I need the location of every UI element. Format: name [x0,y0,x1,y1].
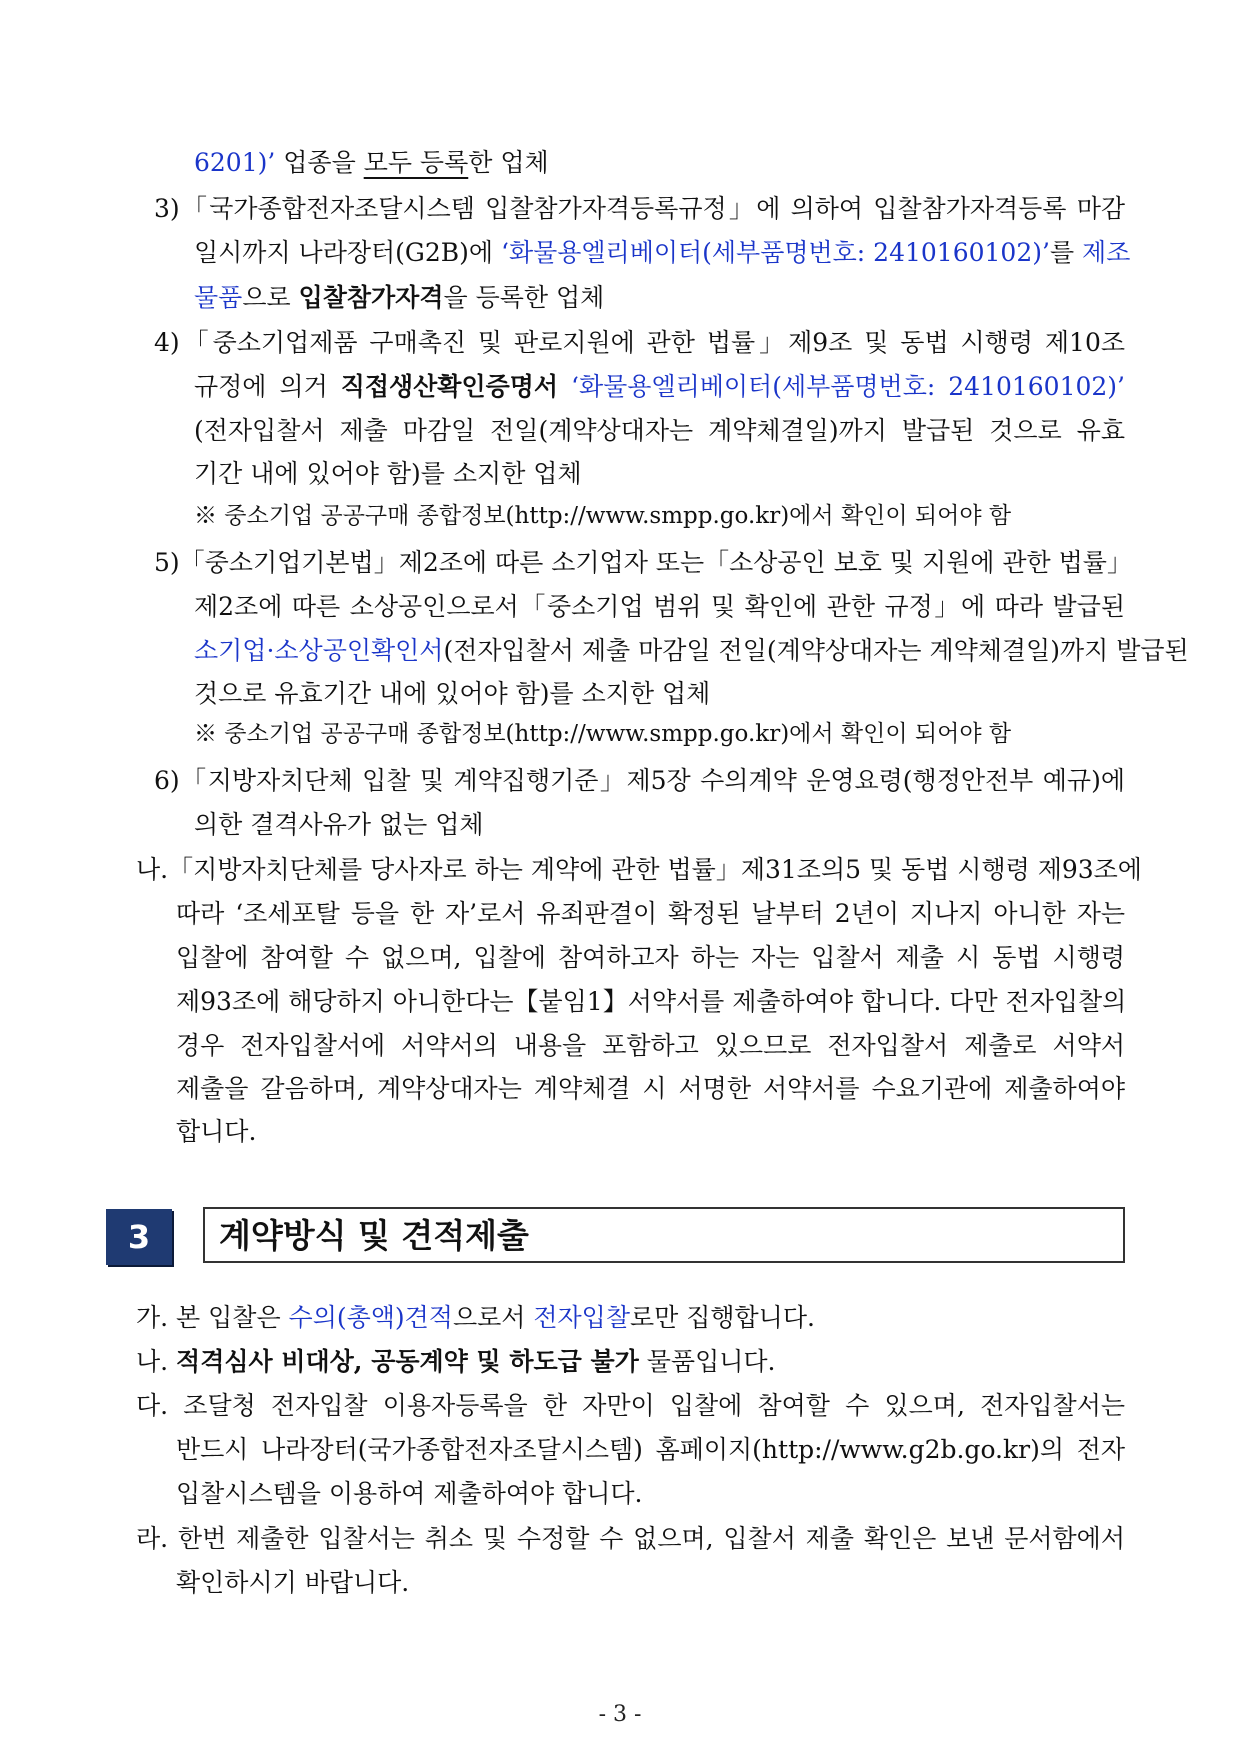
item-5-line-3 [194,633,1189,669]
sec3-item-da-line-2: 반드시 나라장터(국가종합전자조달시스템) 홈페이지(http://www.g2b.go.kr)의 전자 [176,1435,1125,1464]
sec3-item-ga [136,1300,815,1336]
para-na-line-7: 합니다. [176,1117,257,1146]
sec3-item-da-line-1: 다. 조달청 전자입찰 이용자등록을 한 자만이 입찰에 참여할 수 있으며, 전자입찰서는 [136,1391,1125,1420]
text-run: 을 등록한 업체 [443,283,605,312]
item-4-line-3: (전자입찰서 제출 마감일 전일(계약상대자는 계약체결일)까지 발급된 것으로 유효 [194,416,1125,445]
note-line: ※ 중소기업 공공구매 종합정보(http://www.smpp.go.kr)에서 확인이 되어야 함 [194,503,1012,529]
section-title: 계약방식 및 견적제출 [219,1216,529,1255]
item-3-line-1: 3)「국가종합전자조달시스템 입찰참가자격등록규정」에 의하여 입찰참가자격등록 마감 [154,194,1125,223]
page-number: - 3 - [598,1702,642,1727]
item-6-line-1: 6)「지방자치단체 입찰 및 계약집행기준」제5장 수의계약 운영요령(행정안전부 예규)에 [154,766,1125,795]
item-3-line-3 [194,280,604,316]
item-6-line-2: 의한 결격사유가 없는 업체 [194,810,484,839]
sec3-item-da-line-3: 입찰시스템을 이용하여 제출하여야 합니다. [176,1479,643,1508]
item-3-line-2 [194,235,1131,271]
item-4-line-1: 4)「중소기업제품 구매촉진 및 판로지원에 관한 법률」제9조 및 동법 시행령 제10조 [154,328,1125,357]
bold-text: 입찰참가자격 [298,283,444,312]
text-run: 물품입니다. [638,1347,776,1376]
text-run: 가. 본 입찰은 [136,1303,289,1332]
sec3-item-na [136,1344,775,1380]
text-run: 한 업체 [468,148,549,177]
para-na-line-5: 경우 전자입찰서에 서약서의 내용을 포함하고 있으므로 전자입찰서 제출로 서약서 [176,1031,1125,1060]
text-run: 으로 [242,283,299,312]
text-run: 로만 집행합니다. [629,1303,815,1332]
text-run: 으로서 [452,1303,534,1332]
item-5-line-2: 제2조에 따른 소상공인으로서「중소기업 범위 및 확인에 관한 규정」에 따라 발급된 [194,592,1125,621]
underlined-text: 모두 등록 [363,148,469,177]
sec3-item-ra-line-2: 확인하시기 바랍니다. [176,1568,410,1597]
highlight-text: ‘화물용엘리베이터(세부품명번호: 2410160102)’ [501,238,1050,267]
highlight-text: 소기업·소상공인확인서 [194,636,444,665]
item-4-line-4: 기간 내에 있어야 함)를 소지한 업체 [194,459,582,488]
bold-text: 적격심사 비대상, 공동계약 및 하도급 불가 [176,1347,639,1376]
bold-text: 직접생산확인증명서 [340,372,559,401]
sec3-item-ra-line-1: 라. 한번 제출한 입찰서는 취소 및 수정할 수 없으며, 입찰서 제출 확인은 보낸 문서함에서 [136,1524,1125,1553]
note-line: ※ 중소기업 공공구매 종합정보(http://www.smpp.go.kr)에서 확인이 되어야 함 [194,721,1012,747]
section-number-badge: 3 [106,1209,172,1265]
text-run: 업종을 [275,148,364,177]
section-title-box [203,1207,1125,1263]
highlight-text: 수의(총액)견적 [288,1303,453,1332]
para-na-line-4: 제93조에 해당하지 아니한다는【붙임1】서약서를 제출하여야 합니다. 다만 전자입찰의 [176,987,1127,1016]
para-na-line-6: 제출을 갈음하며, 계약상대자는 계약체결 시 서명한 서약서를 수요기관에 제출하여야 [176,1074,1125,1103]
highlight-text: 전자입찰 [533,1303,630,1332]
item-5-line-4: 것으로 유효기간 내에 있어야 함)를 소지한 업체 [194,679,711,708]
para-na-line-3: 입찰에 참여할 수 없으며, 입찰에 참여하고자 하는 자는 입찰서 제출 시 동법 시행령 [176,943,1125,972]
para-na-line-2: 따라 ‘조세포탈 등을 한 자’로서 유죄판결이 확정된 날부터 2년이 지나지 아니한 자는 [176,899,1125,928]
highlight-text: 6201)’ [194,148,276,177]
item-4-line-2 [194,369,1125,405]
text-run: 를 [1049,238,1083,267]
highlight-text: ‘화물용엘리베이터(세부품명번호: 2410160102)’ [571,372,1125,401]
para-na-line-1: 나.「지방자치단체를 당사자로 하는 계약에 관한 법률」제31조의5 및 동법 시행령 제93조에 [136,855,1142,884]
highlight-text: 제조 [1082,238,1131,267]
text-run: 나. [136,1347,177,1376]
text-run: 규정에 의거 [194,372,341,401]
text-run: 일시까지 나라장터(G2B)에 [194,238,501,267]
item-line [194,145,549,181]
highlight-text: 물품 [194,283,243,312]
text-run [558,372,571,401]
text-run: (전자입찰서 제출 마감일 전일(계약상대자는 계약체결일)까지 발급된 [443,636,1189,665]
item-5-line-1: 5)「중소기업기본법」제2조에 따른 소기업자 또는「소상공인 보호 및 지원에 관한 법률」 [154,548,1132,577]
